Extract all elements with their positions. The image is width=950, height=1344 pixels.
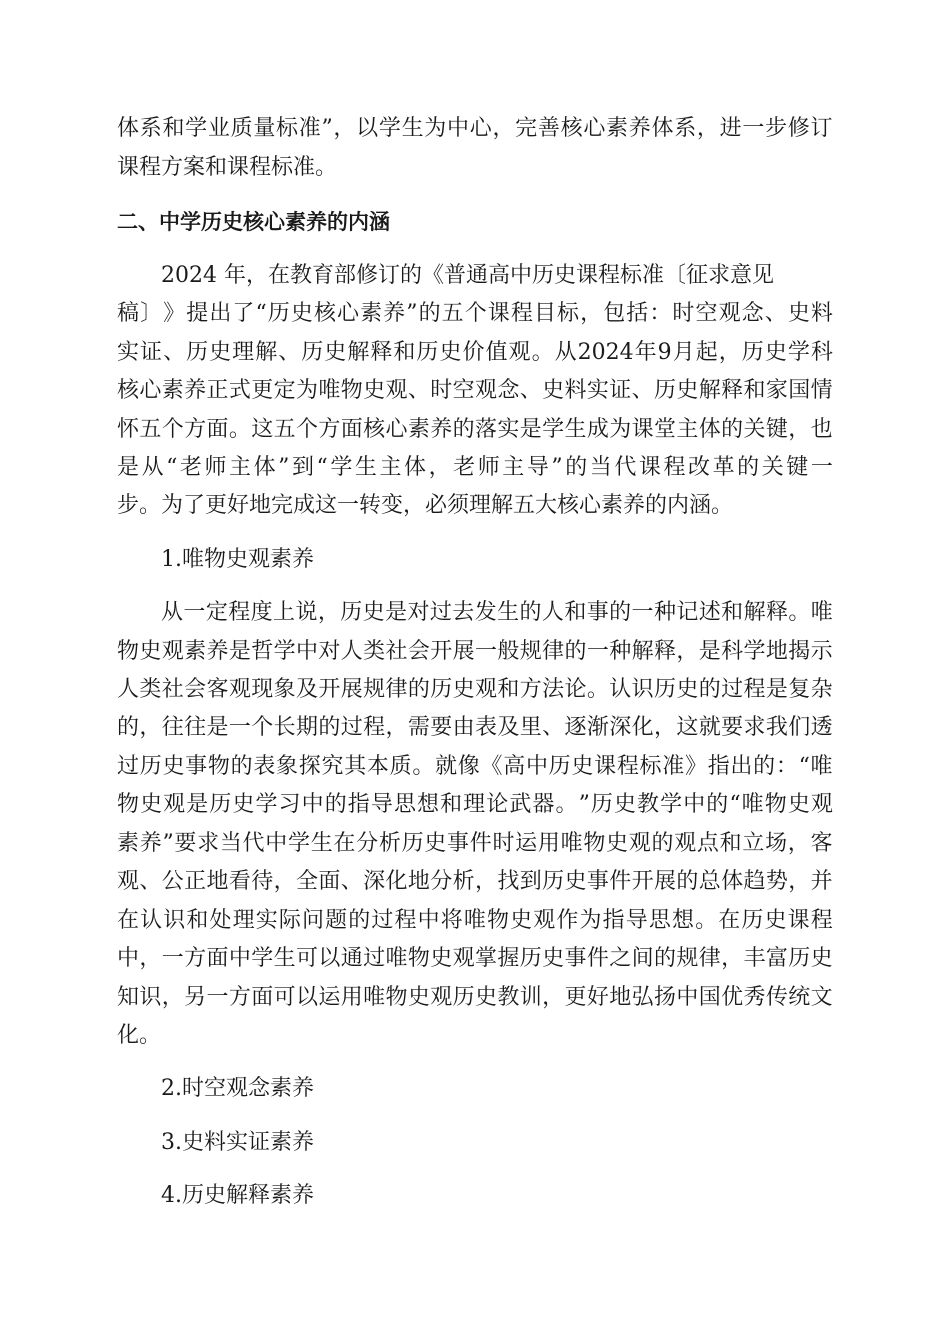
subheading-spacetime: 2.时空观念素养	[161, 1076, 314, 1101]
standard-line-1: 2024 年，在教育部修订的《普通高中历史课程标准〔征求意见	[161, 263, 774, 288]
intro-line-2: 课程方案和课程标准。	[117, 155, 338, 180]
intro-line-1: 体 系 和 学 业 质 量 标 准 ” ， 以 学 生 为 中 心 ， 完 善 核 心 素 养 体 系 ， 进 一 步 修 订	[117, 116, 833, 141]
materialism-line-11: 知 识 ， 另 一 方 面 可 以 运 用 唯 物 史 观 历 史 教 训 ， 更 好 地 弘 扬 中 国 优 秀 传 统 文	[117, 985, 833, 1010]
materialism-line-7: 素 养 ” 要 求 当 代 中 学 生 在 分 析 历 史 事 件 时 运 用 唯 物 史 观 的 观 点 和 立 场 ， 客	[117, 831, 833, 856]
standard-line-5: 怀 五 个 方 面 。 这 五 个 方 面 核 心 素 养 的 落 实 是 学 生 成 为 课 堂 主 体 的 关 键 ， 也	[117, 417, 833, 442]
standard-line-7: 步。为了更好地完成这一转变，必须理解五大核心素养的内涵。	[117, 493, 734, 518]
materialism-line-9: 在 认 识 和 处 理 实 际 问 题 的 过 程 中 将 唯 物 史 观 作 为 指 导 思 想 。 在 历 史 课 程	[117, 908, 833, 933]
standard-line-4: 核 心 素 养 正 式 更 定 为 唯 物 史 观 、 时 空 观 念 、 史 料 实 证 、 历 史 解 释 和 家 国 情	[117, 378, 833, 403]
materialism-line-10: 中 ， 一 方 面 中 学 生 可 以 通 过 唯 物 史 观 掌 握 历 史 事 件 之 间 的 规 律 ， 丰 富 历 史	[117, 946, 833, 971]
materialism-line-12: 化。	[117, 1023, 162, 1048]
subheading-interpretation: 4.历史解释素养	[161, 1183, 314, 1208]
standard-line-2: 稿 〕 》 提 出 了 “ 历 史 核 心 素 养 ” 的 五 个 课 程 目 标 ， 包 括 ： 时 空 观 念 、 史 料	[117, 301, 833, 326]
materialism-line-5: 过 历 史 事 物 的 表 象 探 究 其 本 质 。 就 像 《 高 中 历 史 课 程 标 准 》 指 出 的 ： “ 唯	[117, 754, 833, 779]
section-heading: 二、中学历史核心素养的内涵	[117, 210, 390, 234]
standard-line-3: 实 证 、 历 史 理 解 、 历 史 解 释 和 历 史 价 值 观 。 从 2024 年 9 月 起 ， 历 史 学 科	[117, 340, 833, 365]
subheading-materialism: 1.唯物史观素养	[161, 547, 314, 572]
materialism-line-4: 的 ， 往 往 是 一 个 长 期 的 过 程 ， 需 要 由 表 及 里 、 逐 渐 深 化 ， 这 就 要 求 我 们 透	[117, 715, 833, 740]
materialism-line-1: 从 一 定 程 度 上 说 ， 历 史 是 对 过 去 发 生 的 人 和 事 的 一 种 记 述 和 解 释 。 唯	[161, 600, 833, 625]
materialism-line-8: 观 、 公 正 地 看 待 ， 全 面 、 深 化 地 分 析 ， 找 到 历 史 事 件 开 展 的 总 体 趋 势 ， 并	[117, 869, 833, 894]
materialism-line-6: 物 史 观 是 历 史 学 习 中 的 指 导 思 想 和 理 论 武 器 。 ” 历 史 教 学 中 的 “ 唯 物 史 观	[117, 792, 833, 817]
standard-line-6: 是 从 “ 老 师 主 体 ” 到 “ 学 生 主 体 ， 老 师 主 导 ” 的 当 代 课 程 改 革 的 关 键 一	[117, 455, 833, 480]
materialism-line-3: 人 类 社 会 客 观 现 象 及 开 展 规 律 的 历 史 观 和 方 法 论 。 认 识 历 史 的 过 程 是 复 杂	[117, 677, 833, 702]
materialism-line-2: 物 史 观 素 养 是 哲 学 中 对 人 类 社 会 开 展 一 般 规 律 的 一 种 解 释 ， 是 科 学 地 揭 示	[117, 639, 833, 664]
subheading-evidence: 3.史料实证素养	[161, 1130, 314, 1155]
